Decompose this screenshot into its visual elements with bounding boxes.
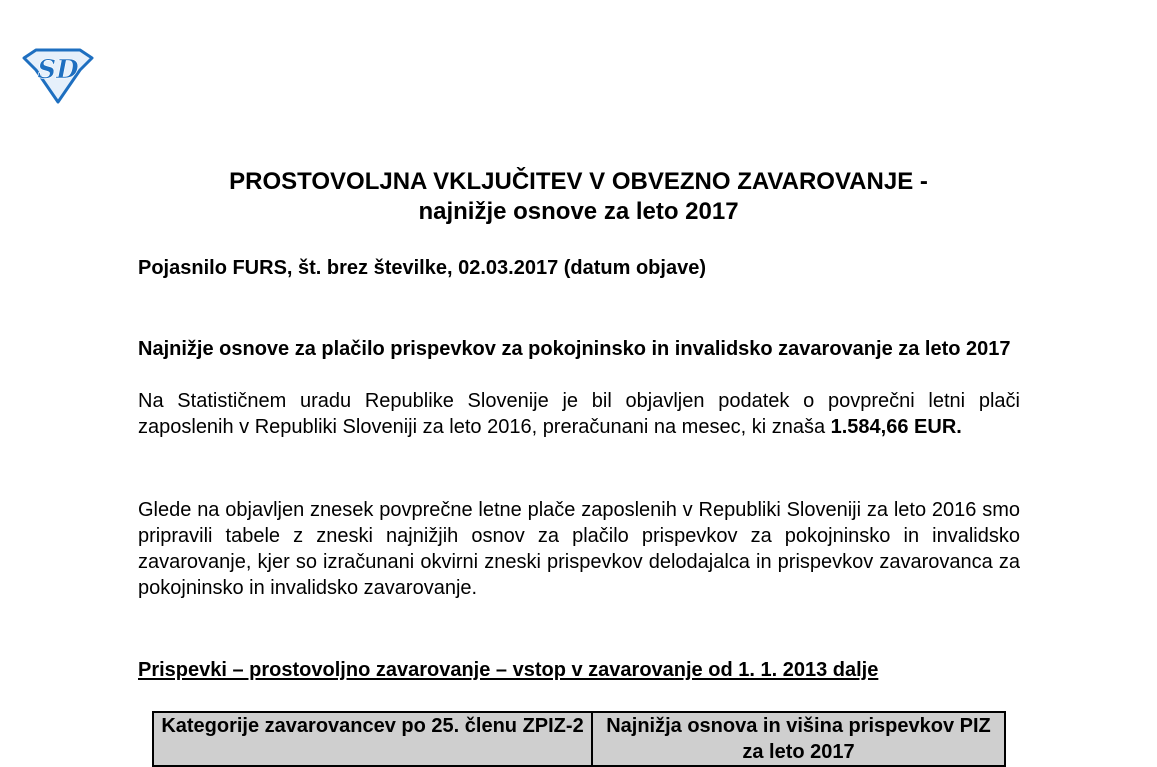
salary-amount: 1.584,66 EUR. [830,416,962,438]
logo-text: SD [37,55,79,85]
paragraph-average-salary [138,388,1020,440]
paragraph-average-salary-text: Na Statističnem uradu Republike Slovenije je bil objavljen podatek o povprečni letni plači zaposlenih v Republiki Sloveniji za leto 2016, preračunani na mesec, ki znaša [138,390,1020,438]
document-subtitle: Pojasnilo FURS, št. brez številke, 02.03.2017 (datum objave) [138,257,706,279]
contributions-table [152,711,1006,767]
table-header-min-base: Najnižja osnova in višina prispevkov PIZ za leto 2017 [592,712,1005,766]
table-header-categories: Kategorije zavarovancev po 25. členu ZPIZ-2 [153,712,592,766]
section-heading-contributions: Najnižje osnove za plačilo prispevkov za pokojninsko in invalidsko zavarovanje za leto 2017 [138,338,1011,360]
document-title: PROSTOVOLJNA VKLJUČITEV V OBVEZNO ZAVAROVANJE - [229,168,928,195]
table-header-row [153,712,1005,766]
sd-shield-logo-icon [22,48,94,104]
document-title-line2: najnižje osnove za leto 2017 [418,198,739,225]
section-heading-voluntary-insurance: Prispevki – prostovoljno zavarovanje – vstop v zavarovanje od 1. 1. 2013 dalje [138,659,879,681]
paragraph-tables-prepared: Glede na objavljen znesek povprečne letne plače zaposlenih v Republiki Sloveniji za leto 2016 smo pripravili tabele z zneski najnižjih osnov za plačilo prispevkov za pokojninsko in invalidsko zavarovanje, kjer so izračunani okvirni zneski prispevkov delodajalca in prispevkov zavarovanca za pokojninsko in invalidsko zavarovanje. [138,499,1020,599]
